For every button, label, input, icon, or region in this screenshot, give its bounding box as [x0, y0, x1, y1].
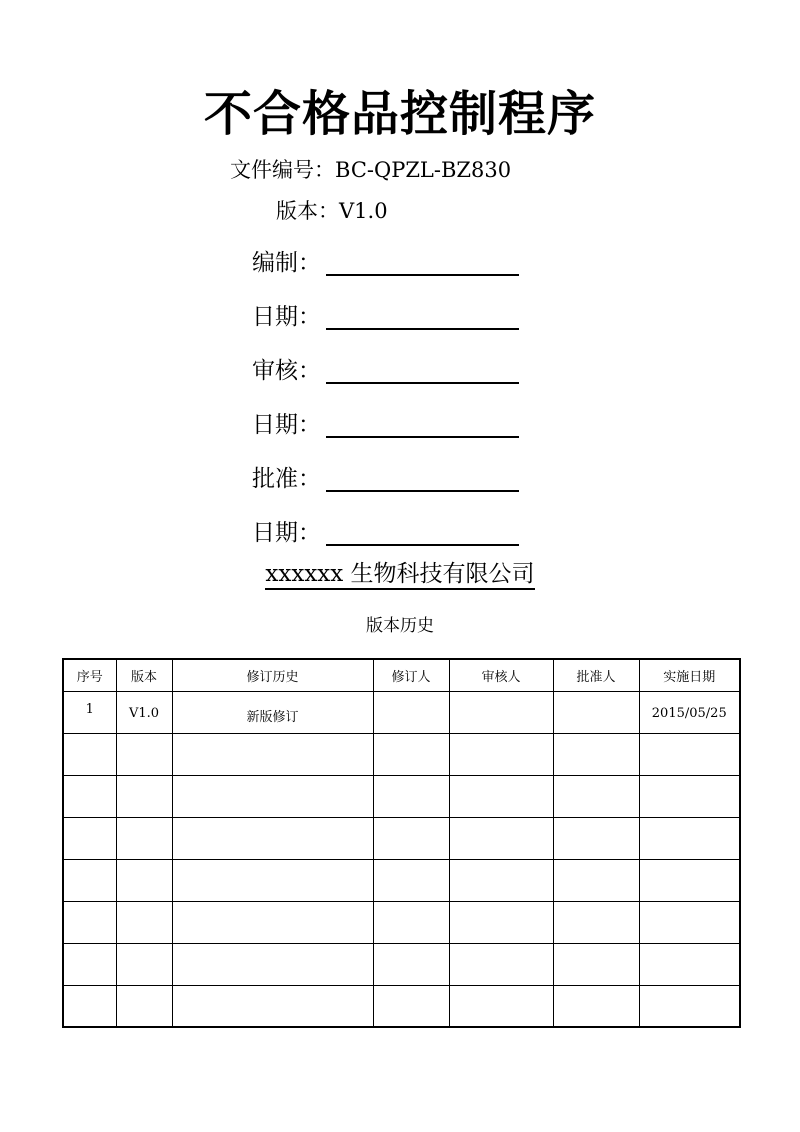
column-header-revision: 修订历史: [172, 659, 373, 691]
table-cell: [116, 775, 172, 817]
table-cell: [63, 733, 116, 775]
company-name-block: [0, 558, 800, 590]
signature-line: [326, 544, 519, 546]
table-cell: [373, 817, 449, 859]
table-cell: [449, 943, 553, 985]
table-cell: [172, 733, 373, 775]
table-cell: [116, 985, 172, 1027]
signature-line: [326, 328, 519, 330]
signature-label: 日期：: [252, 520, 321, 546]
table-cell: [63, 985, 116, 1027]
table-cell: [553, 901, 639, 943]
table-cell: [116, 859, 172, 901]
table-row: [63, 943, 740, 985]
signature-label: 日期：: [252, 412, 321, 438]
document-title: 不合格品控制程序: [203, 86, 596, 142]
company-name: xxxxxx 生物科技有限公司: [265, 561, 534, 590]
table-header-row: [63, 659, 740, 691]
table-cell: [449, 901, 553, 943]
table-cell: [373, 901, 449, 943]
table-cell: [639, 859, 740, 901]
table-cell: [449, 775, 553, 817]
table-row: [63, 817, 740, 859]
signature-label: 批准：: [252, 466, 321, 492]
table-cell: [373, 691, 449, 733]
table-cell: [449, 691, 553, 733]
table-cell: [172, 943, 373, 985]
table-cell: [553, 691, 639, 733]
table-cell: [172, 817, 373, 859]
table-cell: [449, 733, 553, 775]
table-cell: [639, 817, 740, 859]
signature-row-reviewed: [252, 354, 519, 386]
table-cell: [373, 943, 449, 985]
table-cell: [553, 775, 639, 817]
table-cell: [116, 733, 172, 775]
table-cell: [639, 901, 740, 943]
table-row: [63, 775, 740, 817]
signature-row-date-2: [252, 408, 519, 440]
table-cell: [172, 985, 373, 1027]
table-cell: [373, 733, 449, 775]
table-cell: [63, 901, 116, 943]
signature-row-date-3: [252, 516, 519, 548]
table-cell: [449, 985, 553, 1027]
table-cell: [553, 817, 639, 859]
table-row: [63, 733, 740, 775]
table-cell: [553, 733, 639, 775]
column-header-effective-date: 实施日期: [639, 659, 740, 691]
table-cell: [116, 817, 172, 859]
signature-line: [326, 274, 519, 276]
table-cell: 1: [63, 691, 116, 733]
table-cell: [639, 775, 740, 817]
table-row: [63, 691, 740, 733]
table-cell: [553, 943, 639, 985]
table-cell: [449, 859, 553, 901]
signature-row-approved: [252, 462, 519, 494]
column-header-version: 版本: [116, 659, 172, 691]
table-cell: 2015/05/25: [639, 691, 740, 733]
table-cell: [172, 901, 373, 943]
signature-label: 日期：: [252, 304, 321, 330]
table-cell: [116, 943, 172, 985]
table-row: [63, 985, 740, 1027]
column-header-reviser: 修订人: [373, 659, 449, 691]
signature-line: [326, 382, 519, 384]
table-cell: [639, 985, 740, 1027]
table-cell: [639, 943, 740, 985]
table-cell: [373, 775, 449, 817]
table-cell: [172, 775, 373, 817]
table-cell: [63, 775, 116, 817]
table-cell: V1.0: [116, 691, 172, 733]
signature-label: 审核：: [252, 358, 321, 384]
document-number: 文件编号：BC-QPZL-BZ830: [230, 158, 512, 182]
signature-line: [326, 436, 519, 438]
table-row: [63, 859, 740, 901]
table-cell: [449, 817, 553, 859]
table-cell: [553, 985, 639, 1027]
table-cell: [373, 859, 449, 901]
signature-row-compiled: [252, 246, 519, 278]
version-history-title: 版本历史: [366, 616, 434, 636]
table-cell: [172, 859, 373, 901]
document-version: 版本：V1.0: [276, 199, 388, 223]
table-cell: [63, 859, 116, 901]
signature-line: [326, 490, 519, 492]
column-header-approver: 批准人: [553, 659, 639, 691]
signature-row-date-1: [252, 300, 519, 332]
version-history-table: [62, 658, 741, 1028]
table-cell: [116, 901, 172, 943]
table-cell: [373, 985, 449, 1027]
table-cell: [639, 733, 740, 775]
table-cell: [63, 943, 116, 985]
column-header-seq: 序号: [63, 659, 116, 691]
signature-label: 编制：: [252, 250, 321, 276]
column-header-reviewer: 审核人: [449, 659, 553, 691]
table-row: [63, 901, 740, 943]
table-cell: [63, 817, 116, 859]
table-cell: [553, 859, 639, 901]
table-cell: 新版修订: [172, 691, 373, 733]
